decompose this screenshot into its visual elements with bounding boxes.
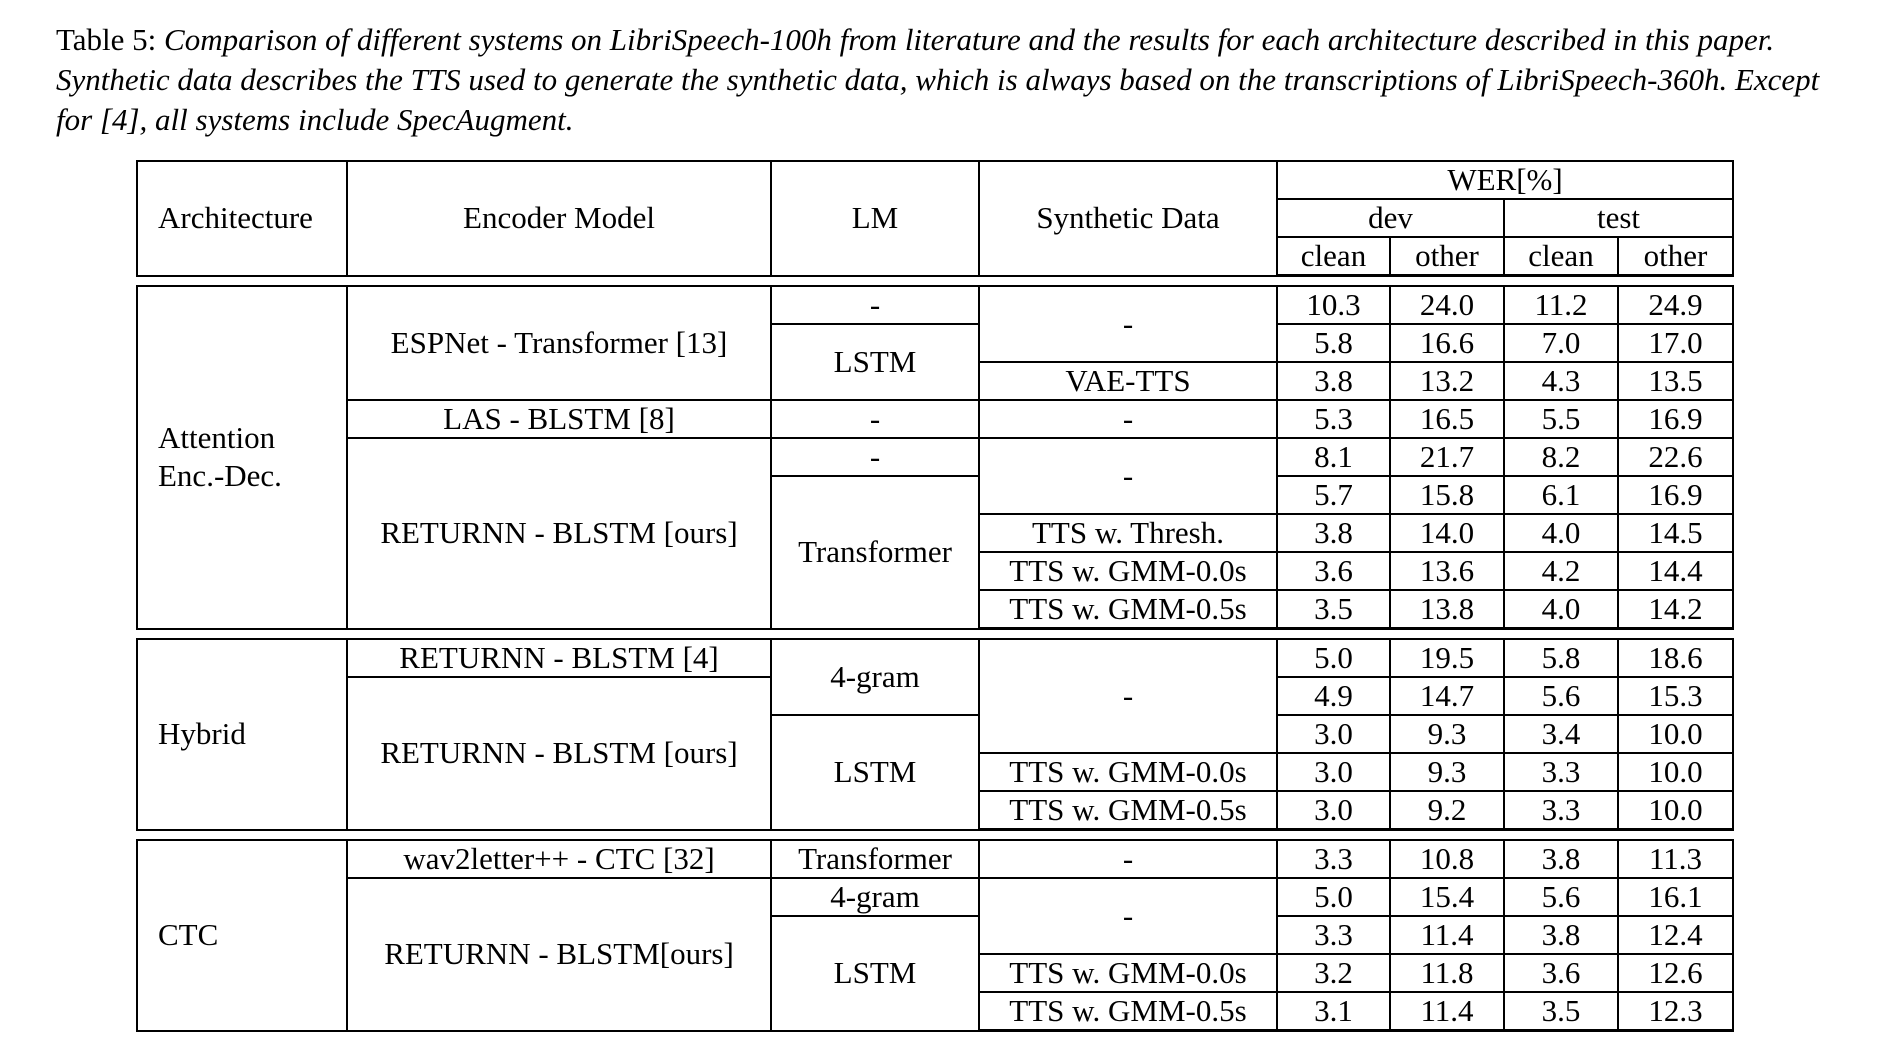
table-row xyxy=(137,639,1733,677)
table-row xyxy=(137,840,1733,878)
wer-cell: 11.4 xyxy=(1390,916,1504,954)
wer-cell: 15.3 xyxy=(1618,677,1733,715)
wer-cell: 8.1 xyxy=(1277,438,1390,476)
caption-text: Comparison of different systems on LibriSpeech-100h from literature and the results for each architecture described in this paper. Synthetic data describes the TTS used to generate the synthetic data, which is always based on the transcriptions of LibriSpeech-360h. Except for [4], all systems include SpecAugment. xyxy=(56,22,1820,137)
wer-cell: 10.3 xyxy=(1277,286,1390,324)
header-dev-other: other xyxy=(1390,237,1504,276)
wer-cell: 7.0 xyxy=(1504,324,1618,362)
wer-cell: 14.2 xyxy=(1618,590,1733,629)
architecture-cell: Attention Enc.-Dec. xyxy=(137,286,347,629)
table-row xyxy=(137,878,1733,916)
wer-cell: 5.0 xyxy=(1277,878,1390,916)
header-test-other: other xyxy=(1618,237,1733,276)
wer-cell: 3.2 xyxy=(1277,954,1390,992)
wer-cell: 12.4 xyxy=(1618,916,1733,954)
lm-cell: Transformer xyxy=(771,476,979,629)
wer-cell: 14.4 xyxy=(1618,552,1733,590)
wer-cell: 3.0 xyxy=(1277,791,1390,830)
attention-block xyxy=(137,286,1733,629)
lm-cell: LSTM xyxy=(771,916,979,1031)
header-wer: WER[%] xyxy=(1277,161,1733,199)
wer-cell: 18.6 xyxy=(1618,639,1733,677)
architecture-cell: CTC xyxy=(137,840,347,1031)
wer-cell: 3.5 xyxy=(1504,992,1618,1031)
wer-cell: 5.7 xyxy=(1277,476,1390,514)
wer-cell: 9.3 xyxy=(1390,715,1504,753)
wer-cell: 14.0 xyxy=(1390,514,1504,552)
wer-cell: 10.0 xyxy=(1618,715,1733,753)
encoder-cell: LAS - BLSTM [8] xyxy=(347,400,771,438)
header-dev-clean: clean xyxy=(1277,237,1390,276)
wer-cell: 16.5 xyxy=(1390,400,1504,438)
caption-label: Table 5: xyxy=(56,22,157,57)
table-row xyxy=(137,438,1733,476)
wer-cell: 14.7 xyxy=(1390,677,1504,715)
wer-cell: 8.2 xyxy=(1504,438,1618,476)
wer-cell: 19.5 xyxy=(1390,639,1504,677)
wer-cell: 10.0 xyxy=(1618,753,1733,791)
wer-cell: 15.8 xyxy=(1390,476,1504,514)
header-architecture: Architecture xyxy=(137,161,347,276)
wer-cell: 5.8 xyxy=(1277,324,1390,362)
ctc-block xyxy=(137,840,1733,1031)
wer-cell: 11.8 xyxy=(1390,954,1504,992)
wer-cell: 16.1 xyxy=(1618,878,1733,916)
lm-cell: LSTM xyxy=(771,715,979,830)
wer-cell: 3.8 xyxy=(1504,916,1618,954)
wer-cell: 13.5 xyxy=(1618,362,1733,400)
wer-cell: 15.4 xyxy=(1390,878,1504,916)
synthetic-data-cell: TTS w. GMM-0.5s xyxy=(979,992,1277,1031)
wer-cell: 12.3 xyxy=(1618,992,1733,1031)
synthetic-data-cell: - xyxy=(979,438,1277,514)
wer-cell: 13.8 xyxy=(1390,590,1504,629)
synthetic-data-cell: - xyxy=(979,400,1277,438)
encoder-cell: wav2letter++ - CTC [32] xyxy=(347,840,771,878)
synthetic-data-cell: TTS w. GMM-0.5s xyxy=(979,791,1277,830)
synthetic-data-cell: TTS w. GMM-0.0s xyxy=(979,954,1277,992)
wer-cell: 5.0 xyxy=(1277,639,1390,677)
encoder-cell: RETURNN - BLSTM [ours] xyxy=(347,438,771,629)
wer-cell: 3.3 xyxy=(1504,753,1618,791)
lm-cell: LSTM xyxy=(771,324,979,400)
synthetic-data-cell: - xyxy=(979,639,1277,753)
header-test-clean: clean xyxy=(1504,237,1618,276)
architecture-cell: Hybrid xyxy=(137,639,347,830)
header-test: test xyxy=(1504,199,1733,237)
synthetic-data-cell: - xyxy=(979,286,1277,362)
wer-cell: 4.0 xyxy=(1504,514,1618,552)
wer-cell: 4.0 xyxy=(1504,590,1618,629)
wer-cell: 21.7 xyxy=(1390,438,1504,476)
table-row xyxy=(137,400,1733,438)
wer-cell: 3.1 xyxy=(1277,992,1390,1031)
lm-cell: Transformer xyxy=(771,840,979,878)
wer-cell: 24.9 xyxy=(1618,286,1733,324)
wer-cell: 11.3 xyxy=(1618,840,1733,878)
encoder-cell: ESPNet - Transformer [13] xyxy=(347,286,771,400)
wer-cell: 3.0 xyxy=(1277,715,1390,753)
synthetic-data-cell: - xyxy=(979,840,1277,878)
wer-cell: 5.3 xyxy=(1277,400,1390,438)
header-dev: dev xyxy=(1277,199,1504,237)
wer-cell: 3.8 xyxy=(1504,840,1618,878)
wer-cell: 16.6 xyxy=(1390,324,1504,362)
wer-cell: 9.3 xyxy=(1390,753,1504,791)
wer-cell: 22.6 xyxy=(1618,438,1733,476)
lm-cell: - xyxy=(771,438,979,476)
hybrid-block xyxy=(137,639,1733,830)
synthetic-data-cell: TTS w. Thresh. xyxy=(979,514,1277,552)
encoder-cell: RETURNN - BLSTM [4] xyxy=(347,639,771,677)
wer-cell: 5.6 xyxy=(1504,677,1618,715)
wer-cell: 3.3 xyxy=(1277,916,1390,954)
lm-cell: - xyxy=(771,286,979,324)
wer-cell: 13.6 xyxy=(1390,552,1504,590)
wer-cell: 3.3 xyxy=(1504,791,1618,830)
wer-cell: 5.5 xyxy=(1504,400,1618,438)
wer-cell: 5.8 xyxy=(1504,639,1618,677)
encoder-cell: RETURNN - BLSTM [ours] xyxy=(347,677,771,830)
lm-cell: 4-gram xyxy=(771,639,979,715)
wer-cell: 3.6 xyxy=(1277,552,1390,590)
wer-cell: 11.2 xyxy=(1504,286,1618,324)
synthetic-data-cell: TTS w. GMM-0.0s xyxy=(979,753,1277,791)
header-encoder-model: Encoder Model xyxy=(347,161,771,276)
wer-cell: 3.5 xyxy=(1277,590,1390,629)
wer-cell: 3.4 xyxy=(1504,715,1618,753)
synthetic-data-cell: TTS w. GMM-0.0s xyxy=(979,552,1277,590)
results-table xyxy=(136,160,1734,1032)
wer-cell: 12.6 xyxy=(1618,954,1733,992)
wer-cell: 10.0 xyxy=(1618,791,1733,830)
wer-cell: 5.6 xyxy=(1504,878,1618,916)
table-caption xyxy=(56,20,1836,140)
wer-cell: 14.5 xyxy=(1618,514,1733,552)
encoder-cell: RETURNN - BLSTM[ours] xyxy=(347,878,771,1031)
table-row xyxy=(137,286,1733,324)
wer-cell: 9.2 xyxy=(1390,791,1504,830)
wer-cell: 3.0 xyxy=(1277,753,1390,791)
wer-cell: 13.2 xyxy=(1390,362,1504,400)
wer-cell: 3.3 xyxy=(1277,840,1390,878)
wer-cell: 3.8 xyxy=(1277,362,1390,400)
synthetic-data-cell: VAE-TTS xyxy=(979,362,1277,400)
wer-cell: 11.4 xyxy=(1390,992,1504,1031)
wer-cell: 6.1 xyxy=(1504,476,1618,514)
lm-cell: - xyxy=(771,400,979,438)
wer-cell: 4.3 xyxy=(1504,362,1618,400)
header-lm: LM xyxy=(771,161,979,276)
synthetic-data-cell: TTS w. GMM-0.5s xyxy=(979,590,1277,629)
wer-cell: 3.6 xyxy=(1504,954,1618,992)
wer-cell: 16.9 xyxy=(1618,476,1733,514)
wer-cell: 17.0 xyxy=(1618,324,1733,362)
wer-cell: 16.9 xyxy=(1618,400,1733,438)
wer-cell: 10.8 xyxy=(1390,840,1504,878)
synthetic-data-cell: - xyxy=(979,878,1277,954)
wer-cell: 24.0 xyxy=(1390,286,1504,324)
wer-cell: 3.8 xyxy=(1277,514,1390,552)
wer-cell: 4.2 xyxy=(1504,552,1618,590)
header-synthetic-data: Synthetic Data xyxy=(979,161,1277,276)
lm-cell: 4-gram xyxy=(771,878,979,916)
wer-cell: 4.9 xyxy=(1277,677,1390,715)
